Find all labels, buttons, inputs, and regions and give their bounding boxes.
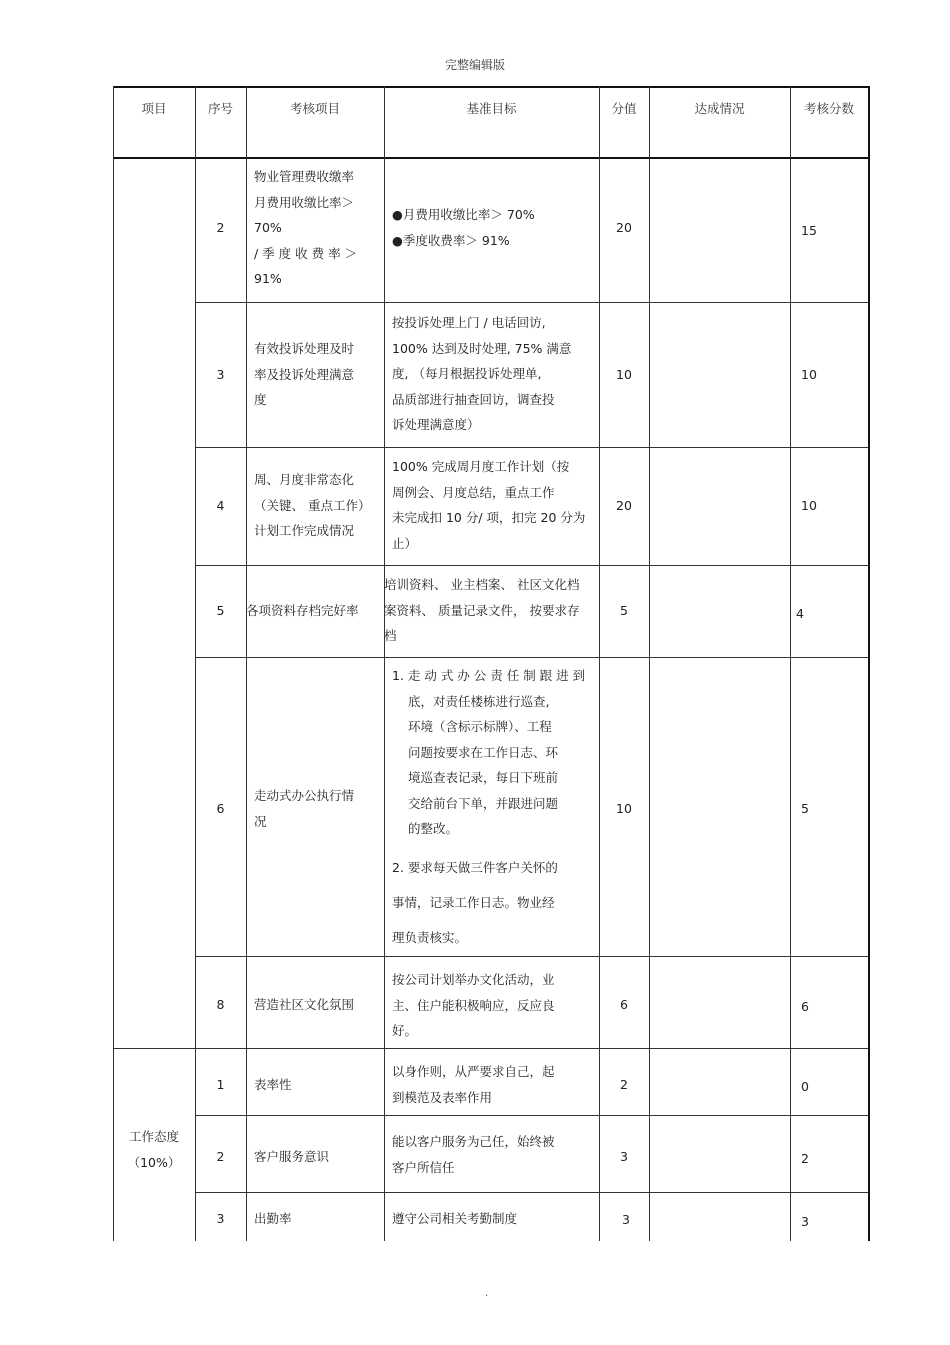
row-score: 2: [620, 1077, 628, 1092]
row-goal: 100% 完成周月度工作计划（按 周例会、月度总结，重点工作 未完成扣 10 分/ 项，扣完 20 分为 止）: [392, 459, 586, 551]
row-score: 20: [616, 498, 632, 513]
row-score: 5: [620, 603, 628, 618]
row-item: 走动式办公执行情 况: [254, 788, 355, 829]
row-number: 5: [216, 603, 225, 618]
column-header-achievement: 达成情况: [694, 101, 745, 116]
row-number: 3: [216, 1211, 225, 1226]
row-result: 4: [796, 606, 804, 621]
page-title: 完整编辑版: [444, 58, 505, 72]
row-item: 周、月度非常态化 （关键、 重点工作） 计划工作完成情况: [254, 472, 371, 538]
row-goal: 培训资料、 业主档案、 社区文化档 案资料、 质量记录文件， 按要求存 档: [384, 577, 580, 643]
row-goal: ●月费用收缴比率＞ 70% ●季度收费率＞ 91%: [392, 207, 535, 248]
row-result: 3: [801, 1214, 809, 1229]
row-item: 表率性: [254, 1077, 292, 1092]
footer-mark: .: [485, 1288, 489, 1299]
row-score: 10: [616, 367, 632, 382]
row-score: 3: [622, 1212, 630, 1227]
row-number: 2: [216, 1149, 225, 1164]
assessment-table: [113, 86, 870, 1241]
row-goal: 按投诉处理上门 / 电话回访, 100% 达到及时处理, 75% 满意 度, （每月根据投诉处理单, 品质部进行抽查回访，调查投 诉处理满意度）: [392, 315, 572, 432]
column-header-result: 考核分数: [803, 101, 854, 116]
row-result: 5: [801, 801, 809, 816]
row-number: 3: [216, 367, 225, 382]
row-result: 2: [801, 1151, 809, 1166]
row-goal: 遵守公司相关考勤制度: [392, 1211, 518, 1226]
row-number: 6: [216, 801, 225, 816]
column-header-score: 分值: [611, 101, 637, 116]
column-header-item: 考核项目: [289, 101, 340, 116]
row-number: 1: [216, 1077, 225, 1092]
row-item: 各项资料存档完好率: [246, 603, 359, 618]
row-goal: 按公司计划举办文化活动，业 主、住户能积极响应，反应良 好。: [392, 972, 555, 1038]
section-label-work-attitude: 工作态度 （10%）: [127, 1129, 181, 1170]
row-number: 8: [216, 997, 225, 1012]
row-number: 4: [216, 498, 225, 513]
row-result: 15: [801, 223, 817, 238]
row-result: 10: [801, 367, 817, 382]
row-score: 3: [620, 1149, 628, 1164]
column-header-number: 序号: [207, 101, 233, 116]
row-score: 20: [616, 220, 632, 235]
column-header-goal: 基准目标: [466, 101, 517, 116]
row-item: 营造社区文化氛围: [254, 997, 355, 1012]
row-result: 10: [801, 498, 817, 513]
row-goal-part2: 2. 要求每天做三件客户关怀的 事情，记录工作日志。物业经 理负责核实。: [392, 860, 558, 945]
row-goal: 能以客户服务为己任，始终被 客户所信任: [392, 1134, 555, 1175]
row-number: 2: [216, 220, 225, 235]
row-result: 6: [801, 999, 809, 1014]
row-item: 客户服务意识: [254, 1149, 330, 1164]
row-score: 6: [620, 997, 628, 1012]
row-item: 出勤率: [254, 1211, 292, 1226]
row-item: 有效投诉处理及时 率及投诉处理满意 度: [254, 341, 355, 407]
row-goal: 以身作则，从严要求自己，起 到模范及表率作用: [392, 1064, 555, 1105]
column-header-project: 项目: [141, 101, 167, 116]
row-score: 10: [616, 801, 632, 816]
row-result: 0: [801, 1079, 809, 1094]
row-item: 物业管理费收缴率 月费用收缴比率＞ 70% / 季 度 收 费 率 ＞ 91%: [254, 169, 358, 286]
row-goal: 1. 走 动 式 办 公 责 任 制 跟 进 到 底，对责任楼栋进行巡查, 环境（含标示标牌）、工程 问题按要求在工作日志、环 境巡查表记录，每日下班前 交给前台下单，并跟进问题 的整改。: [392, 668, 586, 836]
